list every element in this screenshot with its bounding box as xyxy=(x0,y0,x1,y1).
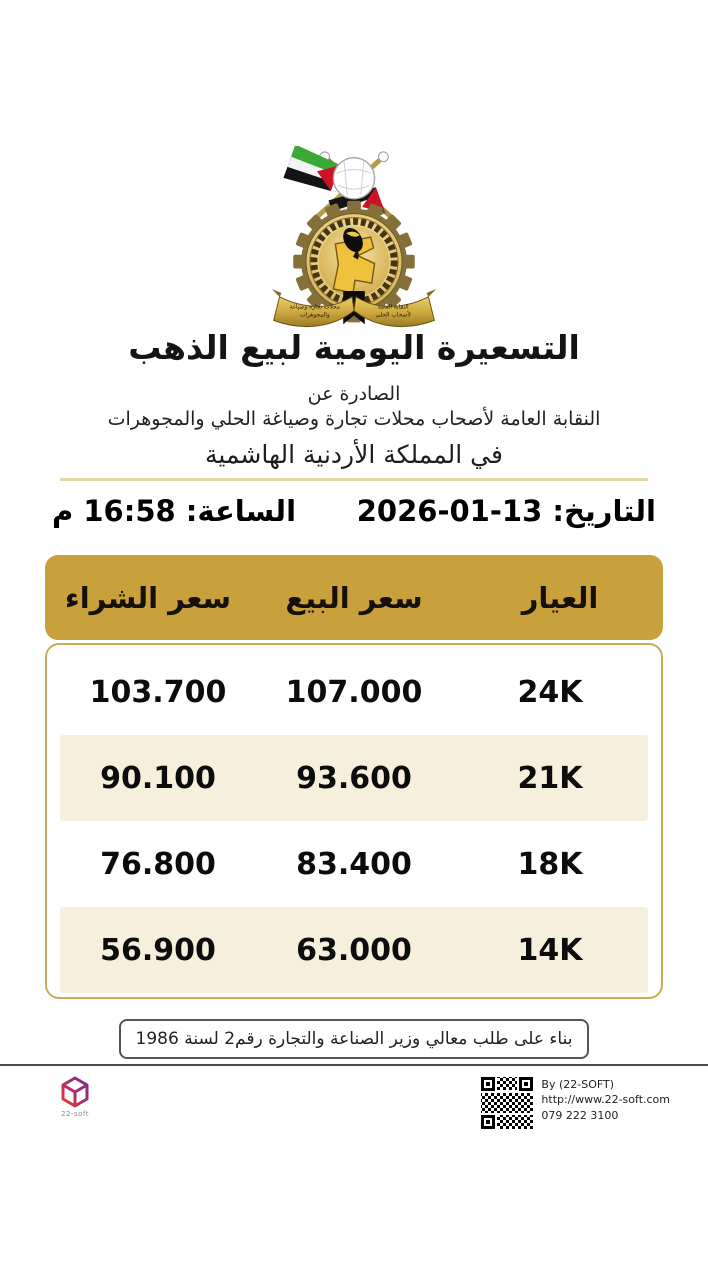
credit-block xyxy=(479,1075,670,1131)
credit-text xyxy=(541,1075,670,1123)
banner-left-text-2: والمجوهرات xyxy=(299,312,330,319)
banner-right-text-1: النقابة العامة xyxy=(377,304,409,311)
sell-value: 83.400 xyxy=(296,846,412,882)
karat-value: 18K xyxy=(517,846,583,882)
page-title: التسعيرة اليومية لبيع الذهب xyxy=(128,328,580,367)
table-row-24k xyxy=(60,649,648,735)
date-field xyxy=(357,494,656,528)
datetime-row xyxy=(0,494,708,528)
issuer-name: النقابة العامة لأصحاب محلات تجارة وصياغة الحلي والمجوهرات xyxy=(107,408,601,430)
date-value: 13-01-2026 xyxy=(356,494,543,528)
buy-value: 76.800 xyxy=(100,846,216,882)
time-label: الساعة: xyxy=(185,494,297,528)
credit-by: By (22-SOFT) xyxy=(541,1078,615,1091)
buy-value: 56.900 xyxy=(100,932,216,968)
price-table-header xyxy=(45,555,663,640)
brand-block xyxy=(58,1075,92,1118)
sell-value: 63.000 xyxy=(296,932,412,968)
buy-value: 90.100 xyxy=(100,760,216,796)
credit-url: http://www.22-soft.com xyxy=(541,1093,670,1107)
time-field xyxy=(52,494,296,528)
karat-value: 24K xyxy=(517,674,583,710)
buy-value: 103.700 xyxy=(89,674,227,710)
syndicate-logo xyxy=(0,146,708,338)
banner-left-text-1: محلات تجارة وصياغة xyxy=(289,304,340,311)
table-row-18k xyxy=(60,821,648,907)
flag-left-icon xyxy=(283,146,341,195)
karat-value: 21K xyxy=(517,760,583,796)
pearl-icon xyxy=(333,158,374,199)
banner-right-text-2: لأصحاب الحلي xyxy=(375,312,411,319)
legal-note: بناء على طلب معالي وزير الصناعة والتجارة رقم2 لسنة 1986 xyxy=(119,1019,590,1059)
qr-code-icon xyxy=(479,1075,535,1131)
table-row-14k xyxy=(60,907,648,993)
credit-phone: 079 222 3100 xyxy=(541,1108,619,1122)
issued-by-label: الصادرة عن xyxy=(307,383,401,405)
header-sell-price: سعر البيع xyxy=(285,580,423,615)
gold-divider xyxy=(60,478,648,481)
kingdom-line: في المملكة الأردنية الهاشمية xyxy=(205,440,503,469)
header-karat: العيار xyxy=(521,580,599,615)
footer xyxy=(0,1066,708,1131)
price-table-body xyxy=(45,643,663,999)
time-value: 16:58 م xyxy=(52,494,176,528)
sell-value: 107.000 xyxy=(285,674,423,710)
sell-value: 93.600 xyxy=(296,760,412,796)
table-row-21k xyxy=(60,735,648,821)
brand-caption: 22-soft xyxy=(61,1110,89,1118)
karat-value: 14K xyxy=(517,932,583,968)
cube-logo-icon xyxy=(58,1075,92,1109)
syndicate-emblem-icon xyxy=(236,146,472,338)
date-label: التاريخ: xyxy=(552,494,656,528)
header-buy-price: سعر الشراء xyxy=(64,580,232,615)
